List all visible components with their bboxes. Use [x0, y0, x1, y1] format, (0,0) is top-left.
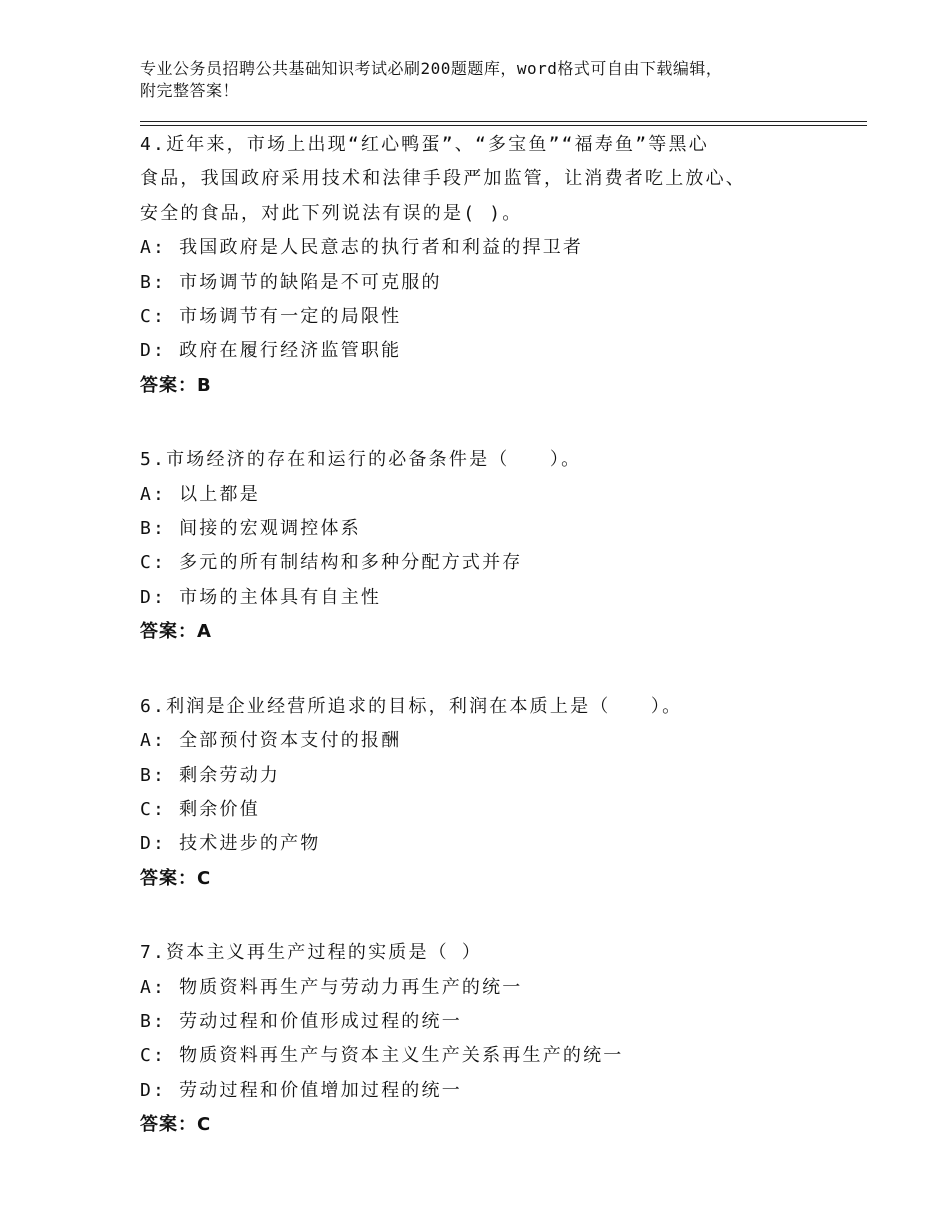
option-b: B: 间接的宏观调控体系 [140, 518, 361, 540]
option-c: C: 物质资料再生产与资本主义生产关系再生产的统一 [140, 1045, 624, 1067]
option-b: B: 劳动过程和价值形成过程的统一 [140, 1010, 462, 1032]
option-a: A: 我国政府是人民意志的执行者和利益的捍卫者 [140, 237, 584, 259]
option-c: C: 市场调节有一定的局限性 [140, 306, 402, 328]
option-b: B: 市场调节的缺陷是不可克服的 [140, 271, 442, 293]
answer: 答案：C [140, 1114, 212, 1136]
option-a: A: 全部预付资本支付的报酬 [140, 730, 402, 752]
option-c: C: 剩余价值 [140, 798, 260, 820]
header-rule-bottom [140, 125, 867, 126]
option-c: C: 多元的所有制结构和多种分配方式并存 [140, 552, 523, 574]
option-d: D: 市场的主体具有自主性 [140, 586, 382, 608]
question-stem: 7.资本主义再生产过程的实质是（ ） [140, 942, 483, 964]
question-stem: 食品，我国政府采用技术和法律手段严加监管，让消费者吃上放心、 [140, 168, 746, 190]
option-a: A: 物质资料再生产与劳动力再生产的统一 [140, 976, 523, 998]
question-item [140, 443, 830, 649]
question-stem: 安全的食品，对此下列说法有误的是( )。 [140, 202, 523, 224]
header-rule-top [140, 121, 867, 122]
question-item [140, 128, 830, 403]
option-d: D: 劳动过程和价值增加过程的统一 [140, 1079, 462, 1101]
header-line-2: 附完整答案！ [140, 81, 240, 100]
header-line-1: 专业公务员招聘公共基础知识考试必刷200题题库，word格式可自由下载编辑， [140, 59, 723, 78]
option-d: D: 政府在履行经济监管职能 [140, 340, 402, 362]
answer: 答案：C [140, 867, 212, 889]
question-list [140, 128, 830, 1183]
question-stem: 6.利润是企业经营所追求的目标，利润在本质上是（ ）。 [140, 695, 683, 717]
question-item [140, 690, 830, 896]
option-a: A: 以上都是 [140, 483, 260, 505]
question-stem: 4.近年来，市场上出现“红心鸭蛋”、“多宝鱼”“福寿鱼”等黑心 [140, 134, 709, 155]
question-item [140, 936, 830, 1142]
option-d: D: 技术进步的产物 [140, 833, 321, 855]
question-stem: 5.市场经济的存在和运行的必备条件是（ ）。 [140, 449, 582, 471]
option-b: B: 剩余劳动力 [140, 764, 281, 786]
answer: 答案：A [140, 621, 212, 643]
document-header [140, 58, 820, 102]
answer: 答案：B [140, 374, 212, 396]
